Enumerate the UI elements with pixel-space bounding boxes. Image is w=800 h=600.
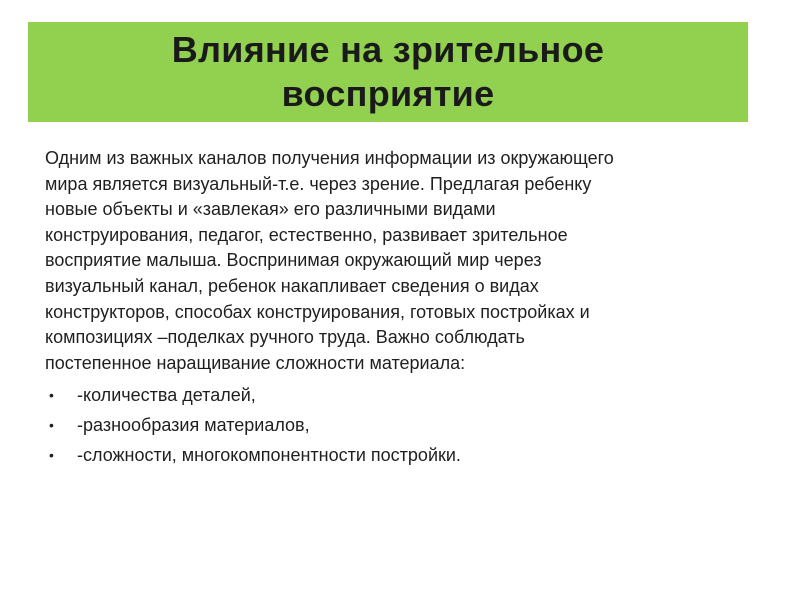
- body-line: мира является визуальный-т.е. через зрение. Предлагая ребенку: [45, 173, 592, 194]
- body-line: конструкторов, способах конструирования, готовых постройках и: [45, 301, 590, 322]
- bullet-text: -количества деталей,: [77, 385, 256, 406]
- bullet-text: -сложности, многокомпонентности постройки.: [77, 445, 461, 466]
- list-item: [45, 440, 755, 470]
- bullet-list: [45, 380, 755, 470]
- slide-body: [45, 146, 755, 470]
- bullet-icon: •: [49, 387, 54, 404]
- body-paragraph: [45, 146, 755, 376]
- slide-title-line-2: восприятие: [281, 73, 495, 114]
- body-line: композициях –поделках ручного труда. Важно соблюдать: [45, 327, 525, 348]
- bullet-icon: •: [49, 447, 54, 464]
- bullet-text: -разнообразия материалов,: [77, 415, 310, 436]
- list-item: [45, 380, 755, 410]
- body-line: Одним из важных каналов получения информации из окружающего: [45, 148, 614, 168]
- body-line: визуальный канал, ребенок накапливает сведения о видах: [45, 275, 539, 296]
- list-item: [45, 410, 755, 440]
- body-line: новые объекты и «завлекая» его различными видами: [45, 199, 496, 220]
- body-line: постепенное наращивание сложности материала:: [45, 352, 466, 373]
- slide-title-line-1: Влияние на зрительное: [171, 29, 605, 70]
- slide-title: [172, 28, 604, 116]
- bullet-icon: •: [49, 417, 54, 434]
- body-line: восприятие малыша. Воспринимая окружающий мир через: [45, 250, 542, 271]
- body-line: конструирования, педагог, естественно, развивает зрительное: [45, 224, 568, 245]
- title-band: [28, 22, 748, 122]
